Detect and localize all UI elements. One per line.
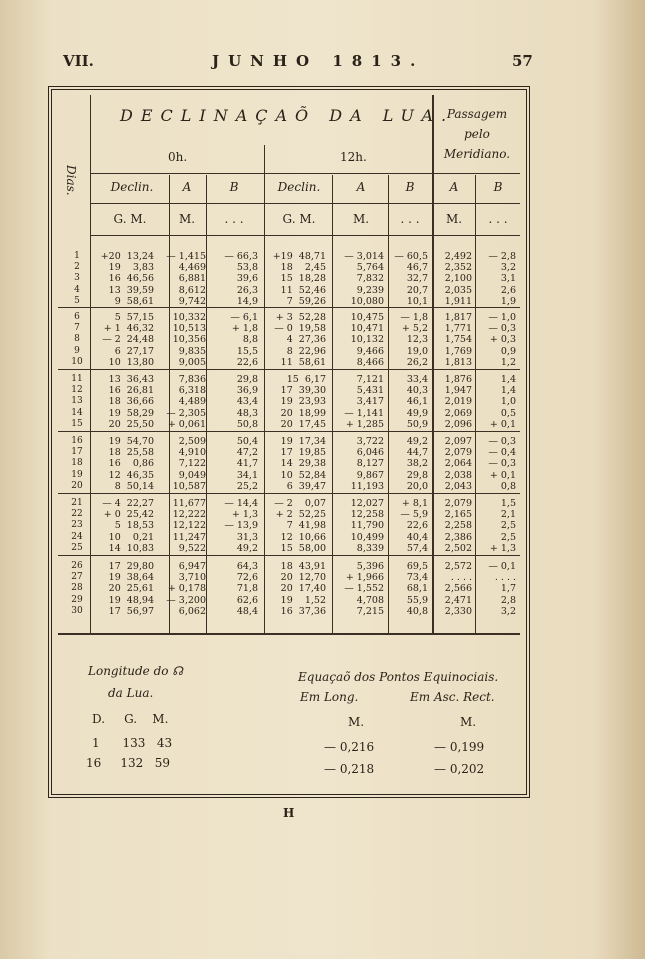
pass-b-values: 1,4 1,4 1,0 0,5 + 0,1 — [489, 374, 516, 430]
a-0-values: 11,677 12,222 12,122 11,247 9,522 — [172, 498, 206, 554]
page-number: 57 — [512, 52, 533, 70]
a-0-values: 10,332 10,513 10,356 9,835 9,005 — [172, 312, 206, 368]
day-numbers: 16 17 18 19 20 — [71, 436, 83, 491]
pass-a-values: 1,876 1,947 2,019 2,069 2,096 — [444, 374, 472, 430]
b-0-values: — 6,1 + 1,8 8,8 15,5 22,6 — [230, 312, 258, 368]
running-head — [0, 52, 645, 80]
pass-b-values: — 2,8 3,2 3,1 2,6 1,9 — [488, 251, 516, 307]
equinox-asc-heading: Em Asc. Rect. — [410, 690, 495, 704]
pass-a-values: 1,817 1,771 1,754 1,769 1,813 — [444, 312, 472, 368]
col-b-12: B — [405, 180, 415, 194]
signature-mark: H — [283, 806, 295, 820]
day-numbers: 1 2 3 4 5 — [74, 251, 80, 306]
col-a-12: A — [356, 180, 366, 194]
decl-12-values: 19 17,34 17 19,85 14 29,38 10 52,84 6 39,47 — [280, 436, 326, 492]
equinox-title: Equaçaõ dos Pontos Equinociais. — [298, 670, 499, 684]
b-12-values: 49,2 44,7 38,2 29,8 20,0 — [406, 436, 428, 492]
table-title: DECLINAÇAÕ DA LUA. — [120, 106, 455, 125]
b-0-values: — 66,3 53,8 39,6 26,3 14,9 — [224, 251, 258, 307]
node-row-2: 16 132 59 — [86, 756, 170, 770]
passagem-line-2: pelo — [464, 127, 490, 141]
a-0-values: 6,947 3,710 + 0,178 — 3,200 6,062 — [166, 561, 206, 617]
col-b-0: B — [229, 180, 239, 194]
decl-12-values: 15 6,17 17 39,30 19 23,93 20 18,99 20 17,45 — [280, 374, 326, 430]
pass-a-values: 2,079 2,165 2,258 2,386 2,502 — [444, 498, 472, 554]
b-12-values: — 1,8 + 5,2 12,3 19,0 26,2 — [400, 312, 428, 368]
decl-0-values: 5 57,15 + 1 46,32 — 2 24,48 6 27,17 10 13,80 — [102, 312, 154, 368]
b-0-values: 64,3 72,6 71,8 62,6 48,4 — [236, 561, 258, 617]
b-0-values: 50,4 47,2 41,7 34,1 25,2 — [236, 436, 258, 492]
passagem-line-3: Meridiano. — [443, 147, 511, 161]
pass-a-values: 2,097 2,079 2,064 2,038 2,043 — [444, 436, 472, 492]
a-12-values: 12,027 12,258 11,790 10,499 8,339 — [350, 498, 384, 554]
a-12-values: 5,396 + 1,966 — 1,552 4,708 7,215 — [344, 561, 384, 617]
unit-b-pass: . . . — [488, 212, 508, 226]
unit-decl-12: G. M. — [282, 212, 316, 226]
decl-0-values: +20 13,24 19 3,83 16 46,56 13 39,59 9 58,61 — [100, 251, 154, 307]
col-b-pass: B — [493, 180, 503, 194]
a-12-values: 3,722 6,046 8,127 9,867 11,193 — [350, 436, 384, 492]
meridian-passage-heading — [440, 104, 514, 164]
node-column-heads: D. G. M. — [92, 712, 169, 726]
pass-b-values: 1,5 2,1 2,5 2,5 + 1,3 — [489, 498, 516, 554]
pass-b-values: — 0,3 — 0,4 — 0,3 + 0,1 0,8 — [488, 436, 516, 492]
hour-0-heading: 0h. — [168, 150, 188, 164]
b-12-values: 33,4 40,3 46,1 49,9 50,9 — [406, 374, 428, 430]
decl-12-values: 18 43,91 20 12,70 20 17,40 19 1,52 16 37,36 — [280, 561, 326, 617]
days-label: Dias. — [64, 165, 78, 196]
equinox-asc-unit: M. — [460, 715, 477, 729]
equinox-asc-value-2: — 0,202 — [434, 762, 485, 776]
a-0-values: 7,836 6,318 4,489 — 2,305 + 0,061 — [166, 374, 206, 430]
decl-0-values: 19 54,70 18 25,58 16 0,86 12 46,35 8 50,14 — [108, 436, 154, 492]
pass-a-values: 2,492 2,352 2,100 2,035 1,911 — [444, 251, 472, 307]
col-decl-12: Declin. — [277, 180, 321, 194]
day-numbers: 6 7 8 9 10 — [71, 312, 83, 367]
day-numbers: 26 27 28 29 30 — [71, 561, 83, 616]
pass-b-values: — 1,0 — 0,3 + 0,3 0,9 1,2 — [488, 312, 516, 368]
a-0-values: 2,509 4,910 7,122 9,049 10,587 — [172, 436, 206, 492]
unit-a-12: M. — [352, 212, 370, 226]
day-numbers: 11 12 13 14 15 — [71, 374, 83, 429]
node-longitude-subtitle: da Lua. — [108, 686, 154, 700]
decl-12-values: +19 48,71 18 2,45 15 18,28 11 52,46 7 59,26 — [272, 251, 326, 307]
unit-b-0: . . . — [224, 212, 244, 226]
decl-0-values: — 4 22,27 + 0 25,42 5 18,53 10 0,21 14 10,83 — [102, 498, 154, 554]
decl-0-values: 17 29,80 19 38,64 20 25,61 19 48,94 17 56,97 — [108, 561, 154, 617]
b-12-values: + 8,1 — 5,9 22,6 40,4 57,4 — [400, 498, 428, 554]
a-12-values: — 3,014 5,764 7,832 9,239 10,080 — [344, 251, 384, 307]
b-12-values: 69,5 73,4 68,1 55,9 40,8 — [406, 561, 428, 617]
unit-b-12: . . . — [400, 212, 420, 226]
section-number: VII. — [63, 52, 94, 70]
node-row-1: 1 133 43 — [92, 736, 173, 750]
equinox-long-heading: Em Long. — [300, 690, 359, 704]
b-0-values: — 14,4 + 1,3 — 13,9 31,3 49,2 — [224, 498, 258, 554]
pass-a-values: 2,572 . . . . 2,566 2,471 2,330 — [444, 561, 472, 617]
pass-b-values: — 0,1 . . . . 1,7 2,8 3,2 — [488, 561, 516, 617]
a-0-values: — 1,415 4,469 6,881 8,612 9,742 — [166, 251, 206, 307]
decl-0-values: 13 36,43 16 26,81 18 36,66 19 58,29 20 25,50 — [108, 374, 154, 430]
passagem-line-1: Passagem — [446, 107, 508, 121]
equinox-long-unit: M. — [348, 715, 365, 729]
unit-decl-0: G. M. — [113, 212, 147, 226]
equinox-long-value-2: — 0,218 — [324, 762, 375, 776]
equinox-long-value-1: — 0,216 — [324, 740, 375, 754]
unit-a-0: M. — [178, 212, 196, 226]
col-a-0: A — [182, 180, 192, 194]
unit-a-pass: M. — [445, 212, 463, 226]
b-0-values: 29,8 36,9 43,4 48,3 50,8 — [236, 374, 258, 430]
b-12-values: — 60,5 46,7 32,7 20,7 10,1 — [394, 251, 428, 307]
decl-12-values: — 2 0,07 + 2 52,25 7 41,98 12 10,66 15 58,00 — [274, 498, 326, 554]
node-longitude-title: Longitude do ☊ — [88, 664, 183, 678]
col-a-pass: A — [449, 180, 459, 194]
day-numbers: 21 22 23 24 25 — [71, 498, 83, 553]
month-year: JUNHO 1813. — [212, 52, 425, 70]
hour-12-heading: 12h. — [340, 150, 367, 164]
col-decl-0: Declin. — [110, 180, 154, 194]
equinox-asc-value-1: — 0,199 — [434, 740, 485, 754]
a-12-values: 10,475 10,471 10,132 9,466 8,466 — [350, 312, 384, 368]
decl-12-values: + 3 52,28 — 0 19,58 4 27,36 8 22,96 11 58,61 — [274, 312, 326, 368]
a-12-values: 7,121 5,431 3,417 — 1,141 + 1,285 — [344, 374, 384, 430]
